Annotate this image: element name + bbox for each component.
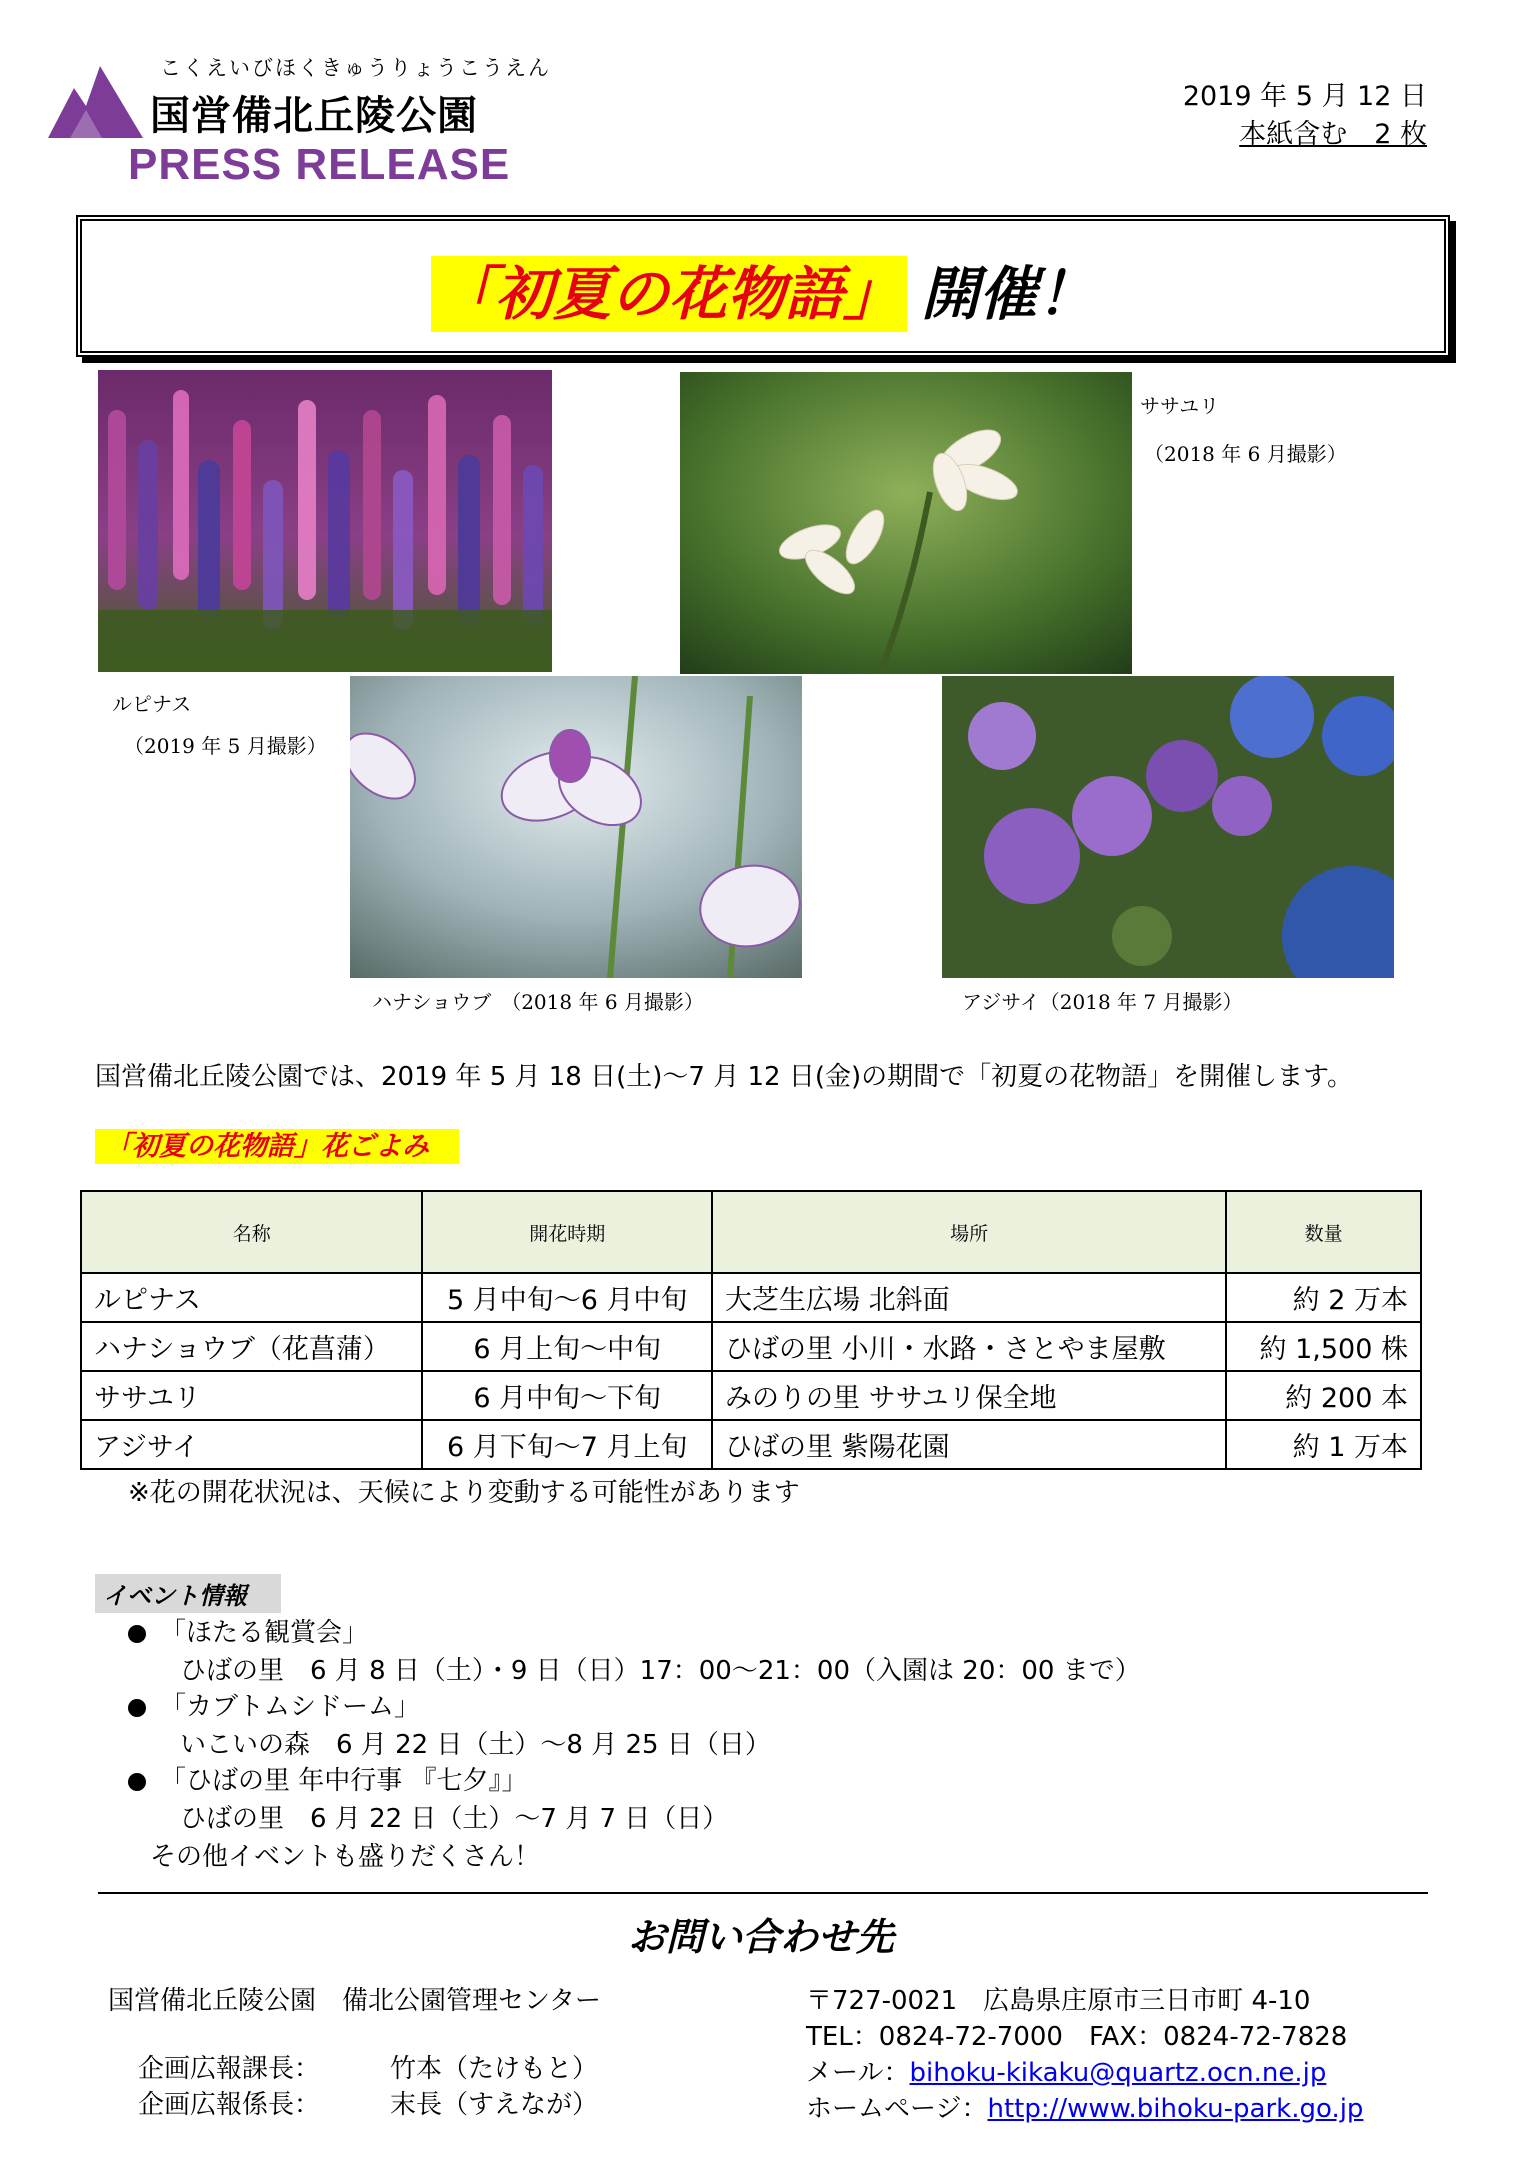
cell-location: みのりの里 ササユリ保全地 bbox=[712, 1371, 1226, 1420]
table-row bbox=[81, 1371, 1421, 1420]
hanashoubu-photo bbox=[350, 676, 802, 978]
release-date: 2019 年 5 月 12 日 bbox=[1182, 81, 1427, 112]
lupinus-photo bbox=[98, 370, 552, 672]
cell-period: 6 月中旬～下旬 bbox=[422, 1371, 712, 1420]
calendar-heading: 「初夏の花物語」花ごよみ bbox=[95, 1129, 459, 1164]
mail-label: メール： bbox=[806, 2058, 910, 2088]
cell-name: ルピナス bbox=[81, 1273, 422, 1322]
event-detail: ひばの里 6 月 22 日（土）～7 月 7 日（日） bbox=[180, 1804, 729, 1834]
table-header-row bbox=[81, 1191, 1421, 1273]
cell-location: ひばの里 紫陽花園 bbox=[712, 1420, 1226, 1469]
ajisai-photo bbox=[942, 676, 1394, 978]
event-title: 「ひばの里 年中行事 『七夕』」 bbox=[160, 1766, 528, 1796]
intro-text: 国営備北丘陵公園では、2019 年 5 月 18 日(土)～7 月 12 日(金)の期間で「初夏の花物語」を開催します。 bbox=[95, 1062, 1354, 1092]
page-count: 本紙含む 2 枚 bbox=[1239, 119, 1427, 150]
cell-quantity: 約 200 本 bbox=[1226, 1371, 1421, 1420]
event-item bbox=[128, 1686, 420, 1723]
cell-period: 6 月下旬～7 月上旬 bbox=[422, 1420, 712, 1469]
bloom-note: ※花の開花状況は、天候により変動する可能性があります bbox=[128, 1478, 800, 1508]
manager-label: 企画広報課長： bbox=[138, 2054, 321, 2084]
cell-location: 大芝生広場 北斜面 bbox=[712, 1273, 1226, 1322]
logo-ruby-text: こくえいびほくきゅうりょうこうえん bbox=[160, 56, 551, 80]
lupinus-caption-date: （2019 年 5 月撮影） bbox=[124, 734, 327, 758]
title-rest: 開催！ bbox=[921, 260, 1096, 328]
header-bloom-period: 開花時期 bbox=[422, 1191, 712, 1273]
cell-name: ササユリ bbox=[81, 1371, 422, 1420]
sasayuri-caption-name: ササユリ bbox=[1140, 394, 1220, 418]
sasayuri-photo bbox=[680, 372, 1132, 674]
page-title bbox=[82, 247, 1444, 331]
cell-period: 6 月上旬～中旬 bbox=[422, 1322, 712, 1371]
web-link[interactable]: http://www.bihoku-park.go.jp bbox=[987, 2094, 1364, 2124]
chief-label: 企画広報係長： bbox=[138, 2090, 321, 2120]
event-item bbox=[128, 1612, 368, 1649]
contact-tel-fax: TEL：0824-72-7000 FAX：0824-72-7828 bbox=[806, 2022, 1348, 2052]
flower-calendar-table bbox=[80, 1190, 1422, 1470]
cell-name: アジサイ bbox=[81, 1420, 422, 1469]
table-row bbox=[81, 1322, 1421, 1371]
divider bbox=[98, 1892, 1428, 1894]
press-release-label: PRESS RELEASE bbox=[128, 140, 511, 189]
cell-quantity: 約 2 万本 bbox=[1226, 1273, 1421, 1322]
title-box bbox=[76, 215, 1450, 357]
chief-name: 末長（すえなが） bbox=[390, 2090, 599, 2120]
sasayuri-caption-date: （2018 年 6 月撮影） bbox=[1144, 442, 1347, 466]
event-detail: ひばの里 6 月 8 日（土）・9 日（日）17：00～21：00（入園は 20：00 まで） bbox=[180, 1656, 1141, 1686]
logo-park-name: 国営備北丘陵公園 bbox=[150, 93, 478, 139]
events-heading: イベント情報 bbox=[95, 1574, 281, 1613]
event-title: 「カブトムシドーム」 bbox=[160, 1692, 421, 1722]
bullet-icon bbox=[128, 1699, 146, 1717]
park-logo-icon bbox=[48, 66, 143, 138]
header-location: 場所 bbox=[712, 1191, 1226, 1273]
hanashoubu-caption: ハナショウブ （2018 年 6 月撮影） bbox=[372, 990, 704, 1014]
manager-name: 竹本（たけもと） bbox=[390, 2054, 599, 2084]
contact-mail-row bbox=[806, 2052, 1326, 2089]
table-row bbox=[81, 1420, 1421, 1469]
cell-location: ひばの里 小川・水路・さとやま屋敷 bbox=[712, 1322, 1226, 1371]
cell-quantity: 約 1,500 株 bbox=[1226, 1322, 1421, 1371]
event-detail: いこいの森 6 月 22 日（土）～8 月 25 日（日） bbox=[180, 1730, 771, 1760]
lupinus-caption-name: ルピナス bbox=[112, 692, 192, 716]
mail-link[interactable]: bihoku-kikaku@quartz.ocn.ne.jp bbox=[909, 2058, 1327, 2088]
title-highlight: 「初夏の花物語」 bbox=[431, 256, 907, 332]
cell-quantity: 約 1 万本 bbox=[1226, 1420, 1421, 1469]
event-title: 「ほたる観賞会」 bbox=[160, 1618, 369, 1648]
contact-org: 国営備北丘陵公園 備北公園管理センター bbox=[108, 1986, 601, 2016]
cell-name: ハナショウブ（花菖蒲） bbox=[81, 1322, 422, 1371]
web-label: ホームページ： bbox=[806, 2094, 988, 2124]
contact-web-row bbox=[806, 2088, 1363, 2125]
event-item bbox=[128, 1760, 528, 1797]
contact-title: お問い合わせ先 bbox=[627, 1915, 894, 1959]
bullet-icon bbox=[128, 1625, 146, 1643]
bullet-icon bbox=[128, 1773, 146, 1791]
header-name: 名称 bbox=[81, 1191, 422, 1273]
contact-address: 〒727-0021 広島県庄原市三日市町 4-10 bbox=[806, 1986, 1311, 2016]
header-quantity: 数量 bbox=[1226, 1191, 1421, 1273]
cell-period: 5 月中旬～6 月中旬 bbox=[422, 1273, 712, 1322]
calendar-heading-wrap bbox=[95, 1124, 459, 1163]
ajisai-caption: アジサイ（2018 年 7 月撮影） bbox=[962, 990, 1243, 1014]
table-row bbox=[81, 1273, 1421, 1322]
events-more: その他イベントも盛りだくさん！ bbox=[150, 1842, 541, 1872]
